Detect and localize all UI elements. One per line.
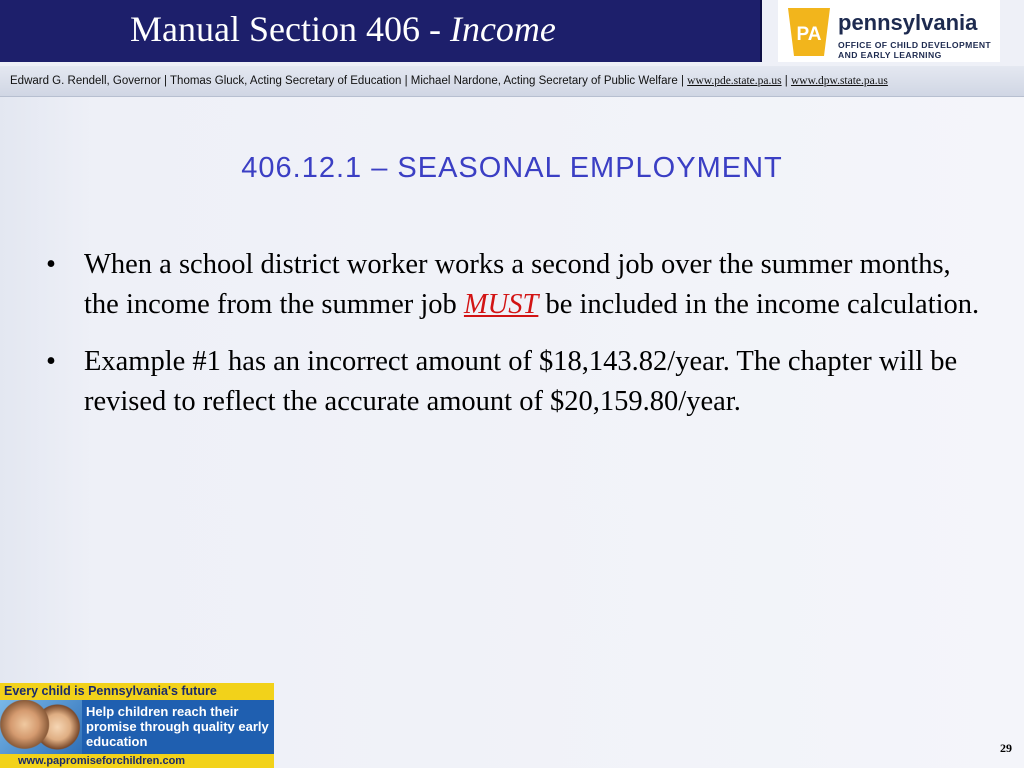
banner-tagline: Every child is Pennsylvania's future — [0, 683, 274, 700]
bullet-text: be included in the income calculation. — [538, 289, 980, 320]
bullet-text: Example #1 has an incorrect amount of $18,143.82/year. The chapter will be revised to reflect the accurate amount of $20,159.80/year. — [84, 346, 958, 417]
children-photo — [0, 700, 82, 754]
page-number: 29 — [1000, 741, 1012, 755]
pennsylvania-logo — [778, 0, 1000, 62]
page-title — [130, 8, 556, 50]
credit-separator: | — [677, 75, 688, 87]
logo-state-name: pennsylvania — [838, 10, 978, 35]
bullet-icon: • — [46, 249, 56, 280]
bullet-item — [44, 342, 984, 422]
bullet-text: When a school district worker works a second job over the summer months, the income from the summer job — [84, 249, 951, 320]
title-prefix: Manual Section 406 - — [130, 9, 450, 49]
bullet-list — [44, 245, 984, 439]
pde-link[interactable]: www.pde.state.pa.us — [687, 75, 782, 87]
banner-url[interactable]: www.papromiseforchildren.com — [0, 754, 274, 768]
logo-badge: PA — [796, 24, 822, 45]
bullet-icon: • — [46, 346, 56, 377]
promise-banner[interactable] — [0, 683, 274, 768]
credit-line — [10, 75, 888, 87]
logo-office-name: OFFICE OF CHILD DEVELOPMENT AND EARLY LEARNING — [838, 40, 992, 60]
bullet-item — [44, 245, 984, 325]
must-emphasis: MUST — [463, 289, 539, 320]
title-bar — [0, 0, 762, 62]
section-heading: 406.12.1 – SEASONAL EMPLOYMENT — [241, 152, 783, 184]
credit-text: Edward G. Rendell, Governor | Thomas Gluck, Acting Secretary of Education | Michael Nardone, Acting Secretary of Public Welfare — [10, 75, 678, 87]
credit-bar — [0, 66, 1024, 97]
title-italic: Income — [449, 9, 556, 49]
keystone-icon — [786, 6, 832, 58]
banner-message: Help children reach their promise through quality early education — [86, 704, 269, 749]
dpw-link[interactable]: www.dpw.state.pa.us — [790, 75, 888, 87]
credit-separator: | — [781, 75, 791, 87]
